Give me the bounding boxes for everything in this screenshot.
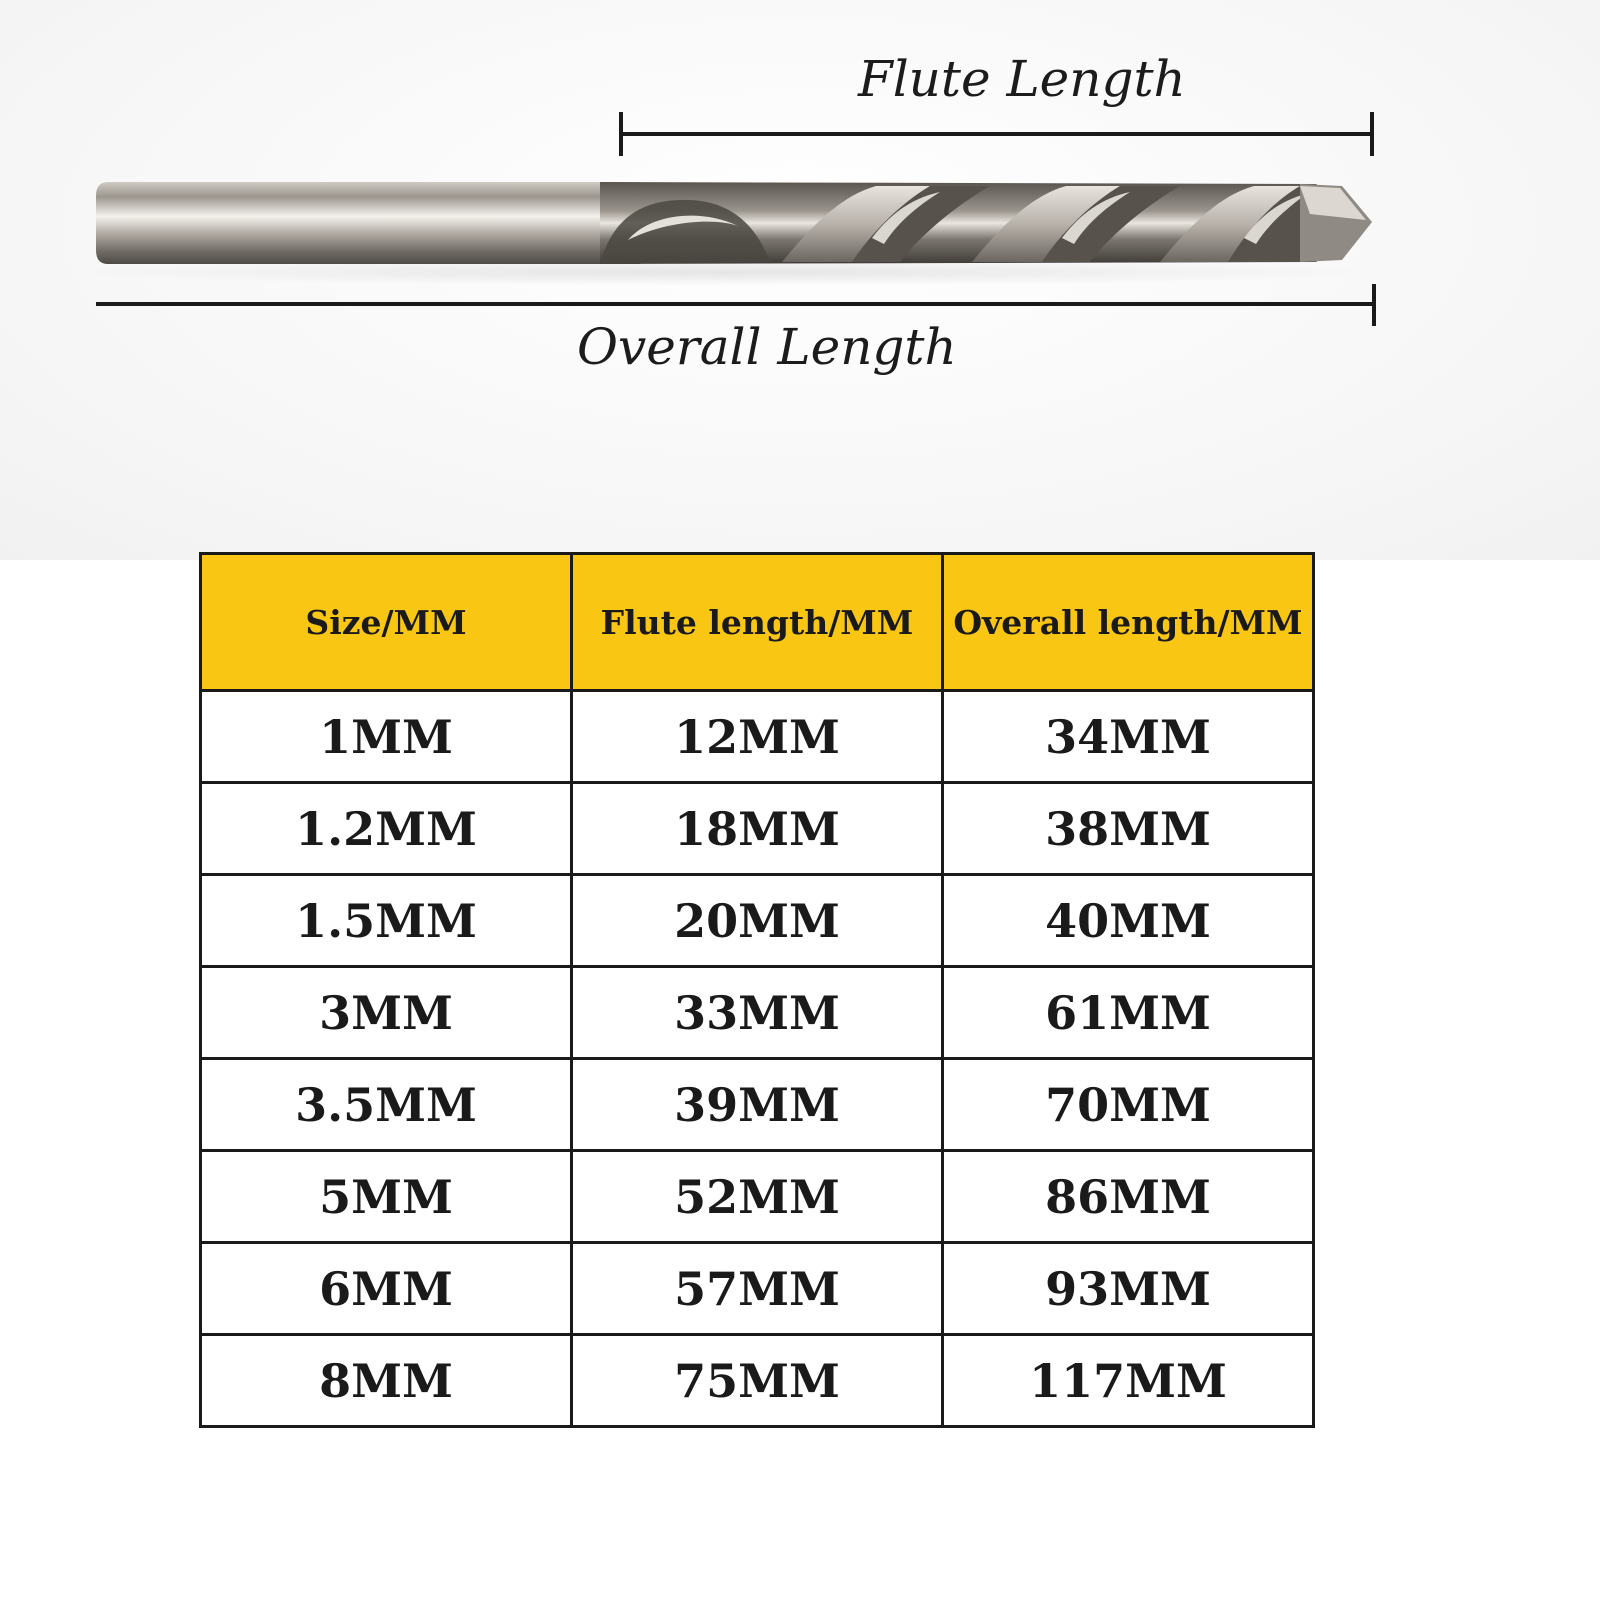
cell-overall-length: 117MM	[943, 1335, 1314, 1427]
cell-overall-length: 61MM	[943, 967, 1314, 1059]
table-row	[201, 1059, 1314, 1151]
cell-overall-length: 34MM	[943, 691, 1314, 783]
cell-size: 3.5MM	[201, 1059, 572, 1151]
cell-flute-length: 57MM	[572, 1243, 943, 1335]
drill-size-table	[199, 552, 1315, 1428]
cell-flute-length: 20MM	[572, 875, 943, 967]
cell-size: 5MM	[201, 1151, 572, 1243]
table-row	[201, 783, 1314, 875]
cell-flute-length: 18MM	[572, 783, 943, 875]
flute-length-dimension	[621, 112, 1372, 156]
cell-overall-length: 40MM	[943, 875, 1314, 967]
cell-size: 3MM	[201, 967, 572, 1059]
table-row	[201, 1335, 1314, 1427]
header-size: Size/MM	[201, 554, 572, 691]
cell-flute-length: 75MM	[572, 1335, 943, 1427]
table-row	[201, 967, 1314, 1059]
cell-overall-length: 86MM	[943, 1151, 1314, 1243]
drill-shank	[96, 182, 640, 264]
table-row	[201, 1243, 1314, 1335]
header-overall-length: Overall length/MM	[943, 554, 1314, 691]
flute-length-label: Flute Length	[858, 50, 1186, 108]
cell-size: 6MM	[201, 1243, 572, 1335]
header-flute-length: Flute length/MM	[572, 554, 943, 691]
cell-size: 1.5MM	[201, 875, 572, 967]
cell-flute-length: 12MM	[572, 691, 943, 783]
table-row	[201, 691, 1314, 783]
cell-flute-length: 39MM	[572, 1059, 943, 1151]
cell-flute-length: 52MM	[572, 1151, 943, 1243]
cell-overall-length: 70MM	[943, 1059, 1314, 1151]
cell-size: 8MM	[201, 1335, 572, 1427]
overall-length-label: Overall Length	[577, 318, 957, 376]
cell-flute-length: 33MM	[572, 967, 943, 1059]
cell-overall-length: 93MM	[943, 1243, 1314, 1335]
table-row	[201, 875, 1314, 967]
cell-overall-length: 38MM	[943, 783, 1314, 875]
cell-size: 1.2MM	[201, 783, 572, 875]
cell-size: 1MM	[201, 691, 572, 783]
table-header-row	[201, 554, 1314, 691]
table-row	[201, 1151, 1314, 1243]
